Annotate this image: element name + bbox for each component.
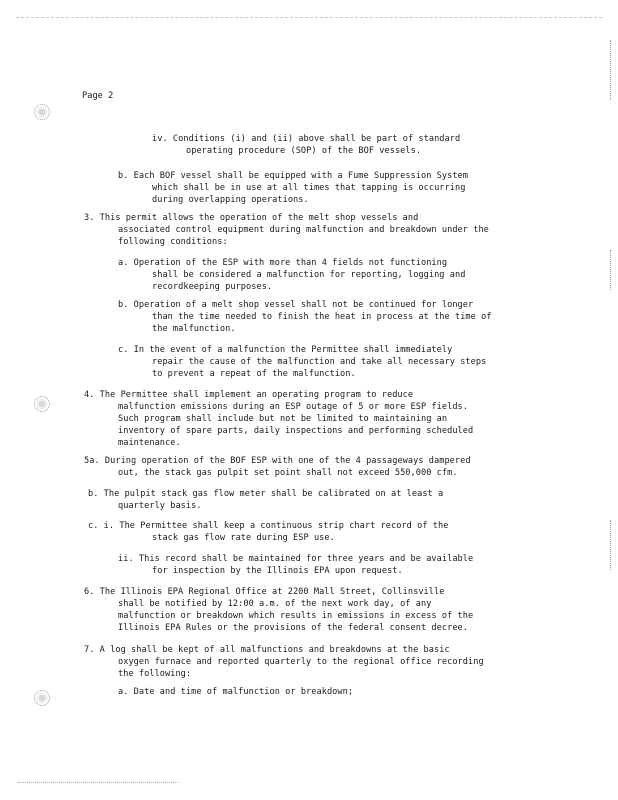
scan-artifact-bottom <box>18 782 178 783</box>
page-label: Page 2 <box>82 91 114 101</box>
text-line: repair the cause of the malfunction and take all necessary steps <box>152 357 487 367</box>
text-line: out, the stack gas pulpit set point shall not exceed 550,000 cfm. <box>118 468 458 478</box>
text-line: b. The pulpit stack gas flow meter shall be calibrated on at least a <box>88 489 444 499</box>
text-line: malfunction or breakdown which results in emissions in excess of the <box>118 611 474 621</box>
text-line: b. Each BOF vessel shall be equipped with a Fume Suppression System <box>118 171 468 181</box>
text-line: following conditions: <box>118 237 228 247</box>
text-line: Illinois EPA Rules or the provisions of the federal consent decree. <box>118 623 468 633</box>
text-line: a. Date and time of malfunction or breakdown; <box>118 687 354 697</box>
scan-artifact-top <box>16 17 602 20</box>
text-line: 7. A log shall be kept of all malfunctions and breakdowns at the basic <box>84 645 450 655</box>
text-line: 3. This permit allows the operation of the melt shop vessels and <box>84 213 419 223</box>
text-line: b. Operation of a melt shop vessel shall not be continued for longer <box>118 300 474 310</box>
text-line: to prevent a repeat of the malfunction. <box>152 369 356 379</box>
punch-hole-icon <box>34 690 50 706</box>
text-line: during overlapping operations. <box>152 195 309 205</box>
text-line: shall be notified by 12:00 a.m. of the next work day, of any <box>118 599 432 609</box>
text-line: operating procedure (SOP) of the BOF vessels. <box>186 146 422 156</box>
scan-artifact-edge <box>610 40 612 100</box>
text-line: the following: <box>118 669 192 679</box>
text-line: iv. Conditions (i) and (ii) above shall be part of standard <box>152 134 461 144</box>
text-line: c. i. The Permittee shall keep a continuous strip chart record of the <box>88 521 449 531</box>
text-line: than the time needed to finish the heat in process at the time of <box>152 312 492 322</box>
punch-hole-icon <box>34 396 50 412</box>
text-line: associated control equipment during malfunction and breakdown under the <box>118 225 489 235</box>
text-line: shall be considered a malfunction for reporting, logging and <box>152 270 466 280</box>
text-line: quarterly basis. <box>118 501 202 511</box>
text-line: oxygen furnace and reported quarterly to the regional office recording <box>118 657 484 667</box>
text-line: Such program shall include but not be limited to maintaining an <box>118 414 448 424</box>
text-line: c. In the event of a malfunction the Permittee shall immediately <box>118 345 453 355</box>
text-line: 6. The Illinois EPA Regional Office at 2200 Mall Street, Collinsville <box>84 587 445 597</box>
text-line: 5a. During operation of the BOF ESP with one of the 4 passageways dampered <box>84 456 471 466</box>
text-line: stack gas flow rate during ESP use. <box>152 533 335 543</box>
text-line: recordkeeping purposes. <box>152 282 273 292</box>
punch-hole-icon <box>34 104 50 120</box>
text-line: 4. The Permittee shall implement an operating program to reduce <box>84 390 414 400</box>
text-line: inventory of spare parts, daily inspections and performing scheduled <box>118 426 474 436</box>
scan-artifact-edge <box>610 250 612 290</box>
text-line: which shall be in use at all times that tapping is occurring <box>152 183 466 193</box>
text-line: malfunction emissions during an ESP outage of 5 or more ESP fields. <box>118 402 468 412</box>
text-line: the malfunction. <box>152 324 236 334</box>
scan-artifact-edge <box>610 520 612 570</box>
text-line: for inspection by the Illinois EPA upon request. <box>152 566 403 576</box>
text-line: ii. This record shall be maintained for three years and be available <box>118 554 474 564</box>
text-line: maintenance. <box>118 438 181 448</box>
text-line: a. Operation of the ESP with more than 4 fields not functioning <box>118 258 448 268</box>
